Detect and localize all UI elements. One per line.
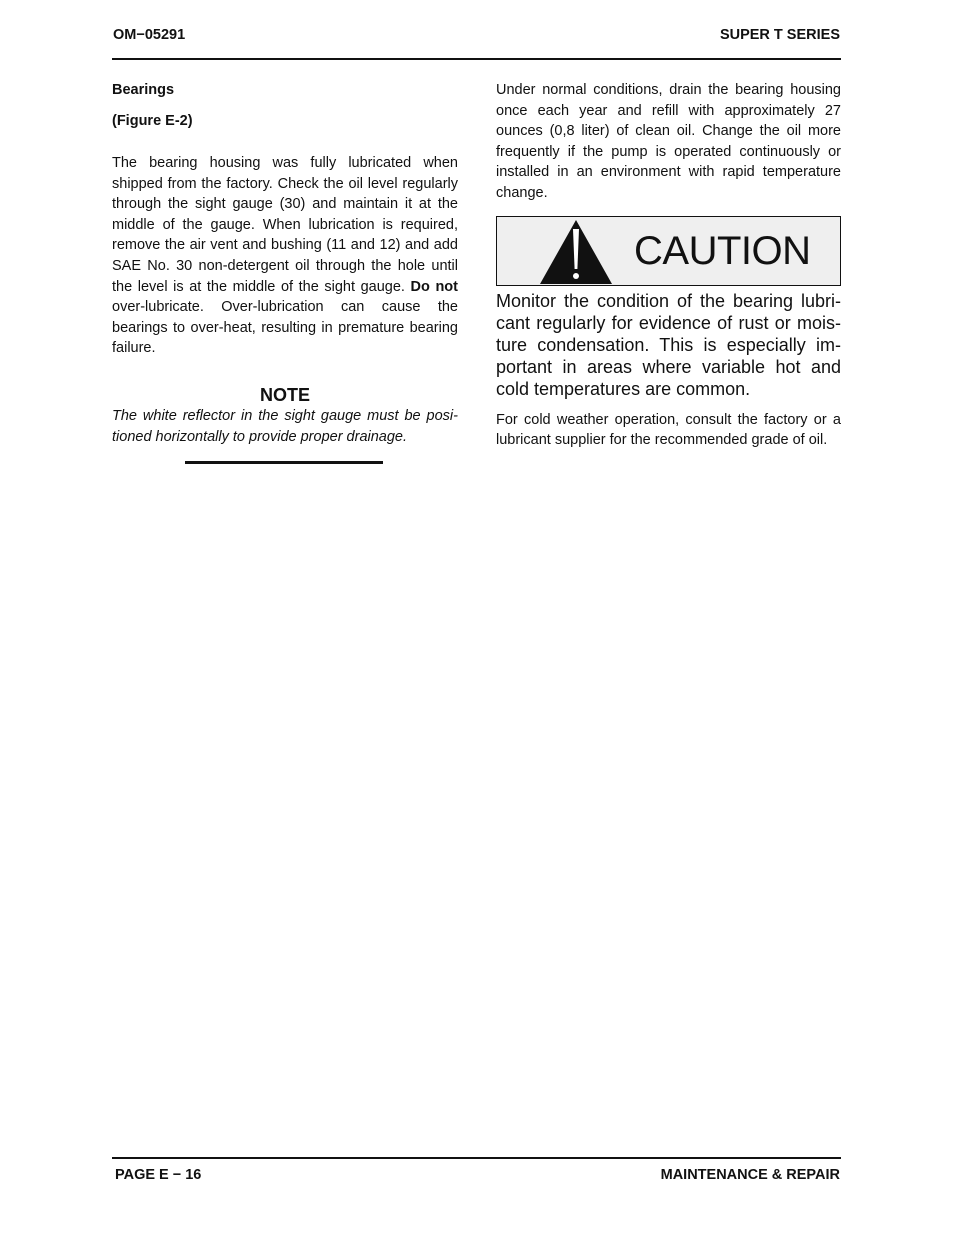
note-title: NOTE [259,384,310,405]
left-column [112,80,458,464]
page-number: PAGE E − 16 [115,1167,202,1183]
bearings-paragraph-text-2: over-lubricate. Over-lubrication can cause the bearings to over-heat, resulting in premature bearing failure. [112,299,458,357]
section-heading: Bearings [112,82,175,98]
bearings-paragraph-text-1: The bearing housing was fully lubricated when shipped from the factory. Check the oil level regularly through the sight gauge (30) and maintain it at the middle of the gauge. When lubrication is required, remove the air vent and bushing (11 and 12) and add SAE No. 30 non-detergent oil through the hole until the level is at the middle of the sight gauge. [112,155,458,295]
note-end-rule [185,461,383,464]
oil-change-paragraph: Under normal conditions, drain the bearing housing once each year and refill with approximately 27 ounces (0,8 liter) of clean oil. Change the oil more frequently if the pump is operated continuously or installed in an environment with rapid temperature change. [496,82,841,201]
do-not-emphasis: Do not [410,278,458,295]
caution-text: Monitor the condition of the bearing lubricant regularly for evidence of rust or moisture condensation. This is especially important in areas where variable hot and cold temperatures are common. [496,290,841,399]
warning-triangle-icon [539,219,613,285]
figure-reference: (Figure E-2) [112,113,193,129]
cold-weather-paragraph: For cold weather operation, consult the factory or a lubricant supplier for the recommended grade of oil. [496,411,841,449]
footer-rule [112,1157,841,1159]
section-name: MAINTENANCE & REPAIR [660,1167,840,1183]
series-title: SUPER T SERIES [719,27,840,43]
bearings-paragraph [112,153,458,359]
document-number: OM−05291 [113,27,186,43]
caution-banner [496,216,841,286]
header-rule [112,58,841,60]
note-text: The white reflector in the sight gauge must be positioned horizontally to provide proper drainage. [112,407,458,445]
right-column [496,80,841,451]
caution-label: CAUTION [634,228,811,273]
